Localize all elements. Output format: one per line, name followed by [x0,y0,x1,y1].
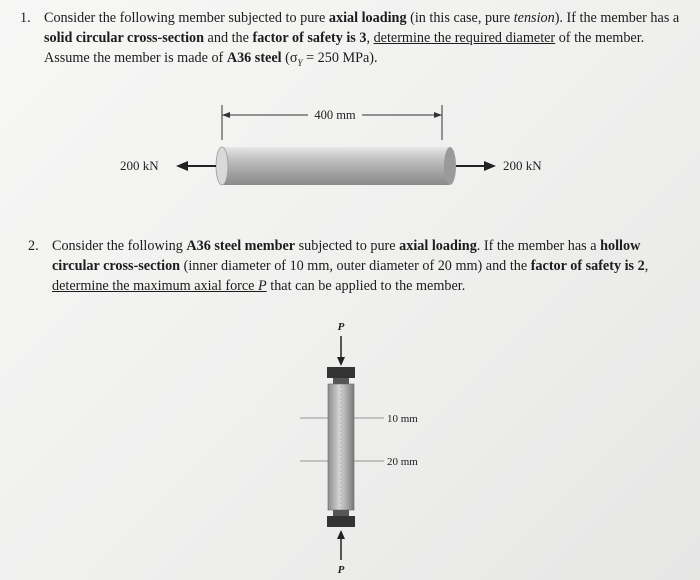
top-load-label: P [337,321,345,333]
p2-text: Consider the following [52,238,187,254]
problem-2 [28,236,680,296]
dim-arrow-right [434,112,442,118]
dim-arrow-left [222,112,230,118]
rod-right-end [444,147,456,185]
p1-text: , [366,30,374,46]
p2-bold-hollow-section: hollow circular cross-section [52,238,641,274]
p1-text: and the [204,30,253,46]
top-end-neck [333,378,349,384]
problem-2-number: 2. [28,238,39,254]
outer-diameter-label: 20 mm [387,456,418,468]
p2-underline-determine: determine the maximum axial force [52,278,259,294]
problem-2-figure [300,321,418,576]
p1-bold-factor-of-safety: factor of safety is 3 [252,30,367,46]
p2-text: subjected to pure [295,238,400,254]
p1-bold-cross-section: solid circular cross-section [44,30,204,46]
right-force-label: 200 kN [503,158,542,173]
problem-1-figure [120,105,542,185]
top-end-cap [327,367,355,378]
bottom-load-label: P [337,564,345,576]
p2-bold-factor-of-safety: factor of safety is 2 [530,258,645,274]
bottom-end-cap [327,516,355,527]
p1-text: of the member. Assume the member is made of [44,30,645,66]
p1-text: Consider the following member subjected to pure [44,10,329,26]
inner-diameter-label: 10 mm [387,413,418,425]
p1-italic-tension: tension [513,10,555,26]
right-force-arrow-icon [484,161,496,171]
p2-italic-p: P [258,278,267,294]
p2-bold-a36-steel-member: A36 steel member [186,238,296,254]
p2-text: , [644,258,649,274]
left-force-label: 200 kN [120,158,159,173]
p1-underline-determine: determine the required diameter [373,30,556,46]
solid-rod [220,147,452,185]
p1-sigma-subscript: Y [297,57,303,68]
p1-bold-a36-steel: A36 steel [226,50,282,66]
length-label: 400 mm [314,108,356,122]
p2-text: (inner diameter of 10 mm, outer diameter of 20 mm) and the [180,258,531,274]
p1-bold-axial-loading: axial loading [328,10,407,26]
p2-bold-axial-loading: axial loading [399,238,477,254]
bottom-end-neck [333,510,349,516]
p1-text: (in this case, pure [406,10,514,26]
p2-text: that can be applied to the member. [266,278,466,294]
p1-text: ). If the member has a [554,10,680,26]
rod-left-end [216,147,228,185]
left-force-arrow-icon [176,161,188,171]
problem-2-statement [52,236,680,296]
p1-text: (σ [281,50,298,66]
p1-text: = 250 MPa). [302,50,378,66]
top-load-arrow-icon [337,357,345,366]
problem-1-number: 1. [20,10,31,26]
p2-text: . If the member has a [476,238,601,254]
bottom-load-arrow-icon [337,530,345,539]
